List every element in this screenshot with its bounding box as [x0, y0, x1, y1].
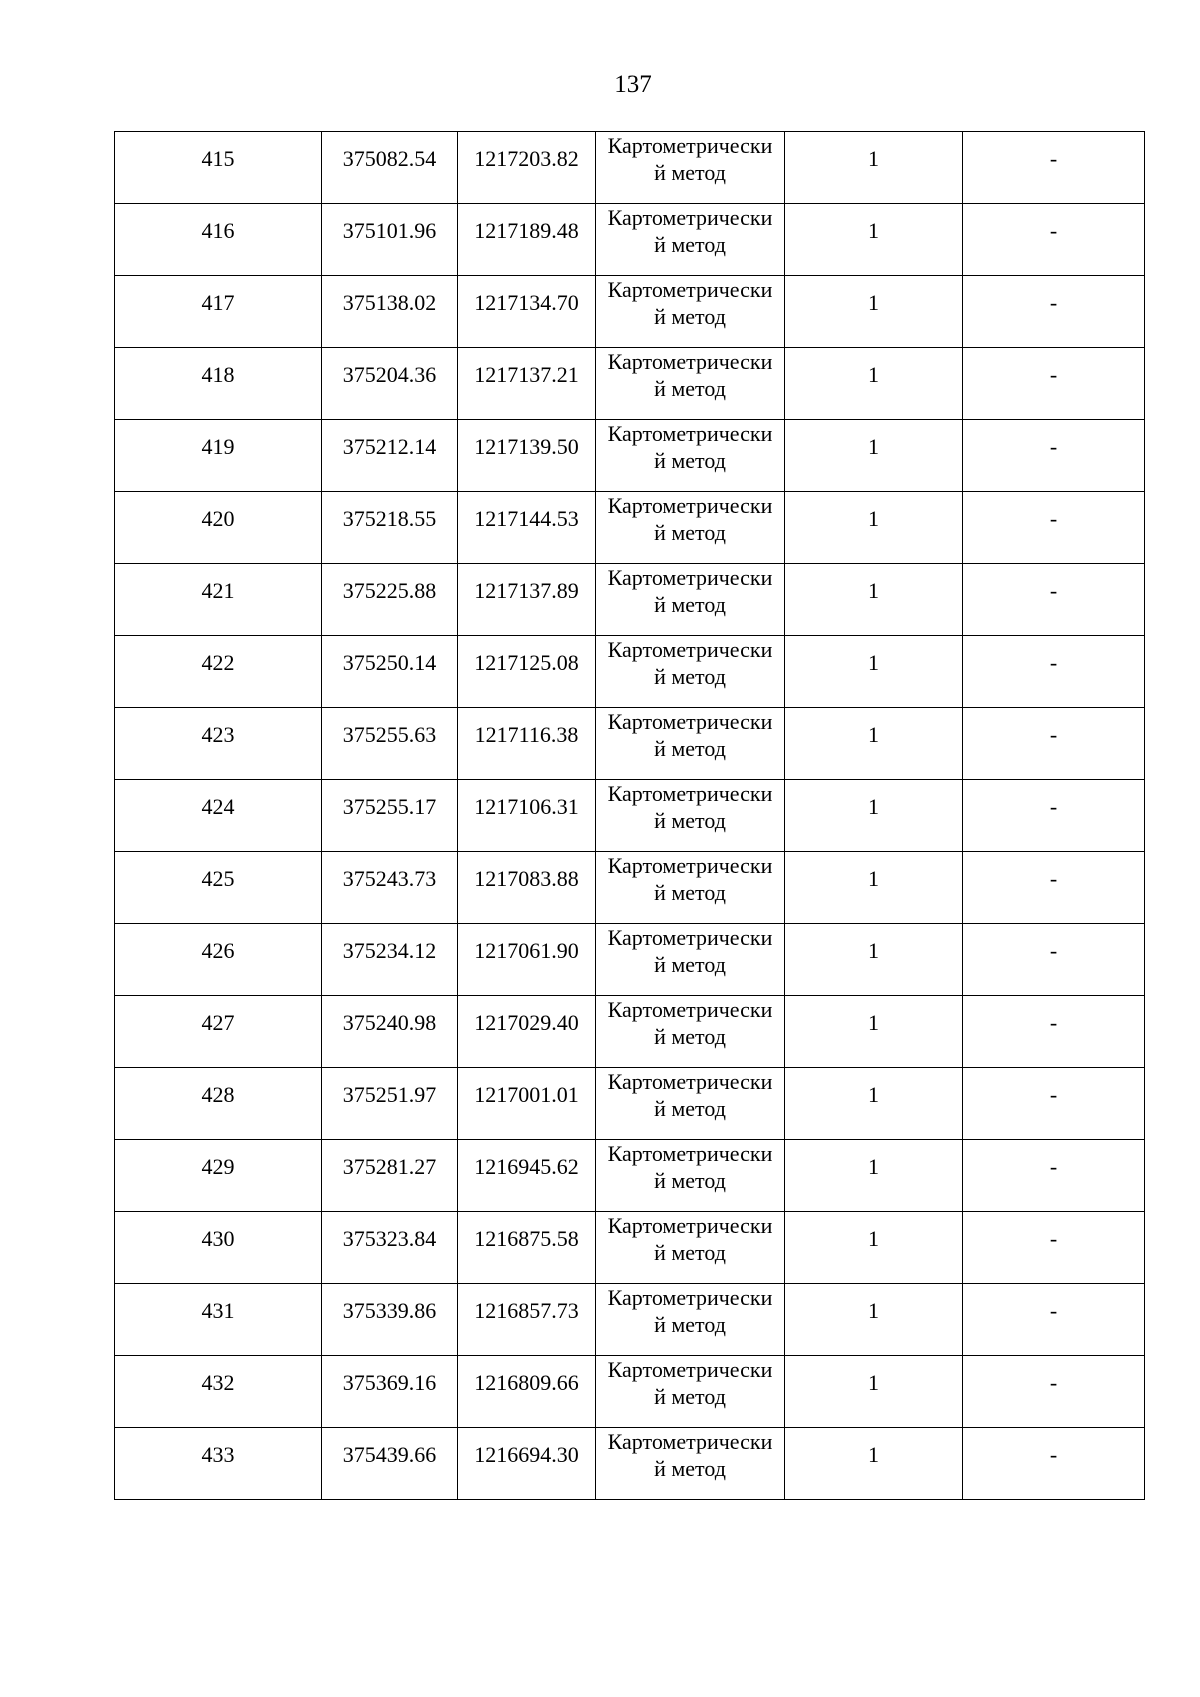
- point-number-cell: [115, 1284, 322, 1356]
- method-cell: [596, 1284, 785, 1356]
- x-coordinate-text: 375218.55: [342, 506, 437, 531]
- y-coordinate-text: 1217029.40: [474, 1010, 579, 1035]
- point-number-cell: [115, 564, 322, 636]
- table-row: [115, 492, 1145, 564]
- x-coordinate-text: 375204.36: [342, 362, 437, 387]
- x-coordinate-text: 375339.86: [342, 1298, 437, 1323]
- table-row: [115, 780, 1145, 852]
- point-number-text: 427: [201, 1010, 235, 1035]
- note-cell: [963, 1212, 1145, 1284]
- note-cell: [963, 132, 1145, 204]
- y-coordinate-cell: [458, 924, 596, 996]
- point-number-cell: [115, 420, 322, 492]
- point-number-text: 429: [201, 1154, 235, 1179]
- method-cell: [596, 996, 785, 1068]
- accuracy-text: 1: [868, 1154, 879, 1179]
- accuracy-cell: [785, 276, 963, 348]
- method-text: Картометрически й метод: [607, 133, 773, 185]
- accuracy-text: 1: [868, 722, 879, 747]
- y-coordinate-cell: [458, 348, 596, 420]
- table-row: [115, 204, 1145, 276]
- y-coordinate-cell: [458, 564, 596, 636]
- note-text: -: [1049, 1298, 1058, 1323]
- method-text: Картометрически й метод: [607, 1213, 773, 1265]
- note-text: -: [1049, 506, 1058, 531]
- accuracy-cell: [785, 708, 963, 780]
- y-coordinate-cell: [458, 276, 596, 348]
- y-coordinate-text: 1217144.53: [474, 506, 579, 531]
- note-text: -: [1049, 578, 1058, 603]
- accuracy-text: 1: [868, 1226, 879, 1251]
- accuracy-cell: [785, 132, 963, 204]
- note-text: -: [1049, 1226, 1058, 1251]
- accuracy-cell: [785, 852, 963, 924]
- y-coordinate-cell: [458, 1212, 596, 1284]
- table-row: [115, 276, 1145, 348]
- point-number-cell: [115, 1428, 322, 1500]
- note-text: -: [1049, 866, 1058, 891]
- accuracy-text: 1: [868, 1298, 879, 1323]
- x-coordinate-cell: [322, 276, 458, 348]
- method-cell: [596, 132, 785, 204]
- accuracy-text: 1: [868, 506, 879, 531]
- method-cell: [596, 1068, 785, 1140]
- y-coordinate-text: 1216694.30: [474, 1442, 579, 1467]
- note-text: -: [1049, 938, 1058, 963]
- accuracy-text: 1: [868, 434, 879, 459]
- point-number-cell: [115, 348, 322, 420]
- accuracy-text: 1: [868, 1082, 879, 1107]
- accuracy-text: 1: [868, 578, 879, 603]
- accuracy-cell: [785, 204, 963, 276]
- x-coordinate-cell: [322, 132, 458, 204]
- x-coordinate-cell: [322, 420, 458, 492]
- point-number-cell: [115, 708, 322, 780]
- accuracy-text: 1: [868, 1442, 879, 1467]
- method-cell: [596, 276, 785, 348]
- accuracy-text: 1: [868, 1370, 879, 1395]
- accuracy-cell: [785, 1356, 963, 1428]
- point-number-cell: [115, 852, 322, 924]
- point-number-text: 425: [201, 866, 235, 891]
- coordinates-table-body: [115, 132, 1145, 1500]
- accuracy-cell: [785, 564, 963, 636]
- table-row: [115, 996, 1145, 1068]
- x-coordinate-text: 375369.16: [342, 1370, 437, 1395]
- method-cell: [596, 924, 785, 996]
- accuracy-cell: [785, 1212, 963, 1284]
- table-row: [115, 1068, 1145, 1140]
- method-text: Картометрически й метод: [607, 925, 773, 977]
- x-coordinate-cell: [322, 780, 458, 852]
- method-text: Картометрически й метод: [607, 205, 773, 257]
- point-number-text: 418: [201, 362, 235, 387]
- x-coordinate-text: 375439.66: [342, 1442, 437, 1467]
- note-text: -: [1049, 1010, 1058, 1035]
- method-text: Картометрически й метод: [607, 1069, 773, 1121]
- point-number-text: 419: [201, 434, 235, 459]
- x-coordinate-cell: [322, 1356, 458, 1428]
- accuracy-cell: [785, 492, 963, 564]
- y-coordinate-text: 1217139.50: [474, 434, 579, 459]
- method-cell: [596, 204, 785, 276]
- method-cell: [596, 780, 785, 852]
- method-cell: [596, 564, 785, 636]
- table-row: [115, 924, 1145, 996]
- x-coordinate-cell: [322, 1212, 458, 1284]
- note-cell: [963, 708, 1145, 780]
- y-coordinate-text: 1217116.38: [474, 722, 579, 747]
- x-coordinate-text: 375323.84: [342, 1226, 437, 1251]
- note-cell: [963, 852, 1145, 924]
- x-coordinate-text: 375255.63: [342, 722, 437, 747]
- x-coordinate-cell: [322, 852, 458, 924]
- method-text: Картометрически й метод: [607, 709, 773, 761]
- note-cell: [963, 1140, 1145, 1212]
- note-cell: [963, 924, 1145, 996]
- table-row: [115, 1356, 1145, 1428]
- method-text: Картометрически й метод: [607, 1429, 773, 1481]
- y-coordinate-text: 1217189.48: [474, 218, 579, 243]
- y-coordinate-text: 1217083.88: [474, 866, 579, 891]
- y-coordinate-cell: [458, 132, 596, 204]
- table-row: [115, 708, 1145, 780]
- accuracy-text: 1: [868, 290, 879, 315]
- point-number-cell: [115, 492, 322, 564]
- method-cell: [596, 636, 785, 708]
- point-number-cell: [115, 1212, 322, 1284]
- x-coordinate-text: 375101.96: [342, 218, 437, 243]
- x-coordinate-cell: [322, 636, 458, 708]
- y-coordinate-text: 1217137.89: [474, 578, 579, 603]
- y-coordinate-cell: [458, 636, 596, 708]
- accuracy-cell: [785, 924, 963, 996]
- accuracy-cell: [785, 1284, 963, 1356]
- y-coordinate-cell: [458, 708, 596, 780]
- note-cell: [963, 1356, 1145, 1428]
- x-coordinate-text: 375082.54: [342, 146, 437, 171]
- note-text: -: [1049, 290, 1058, 315]
- note-text: -: [1049, 434, 1058, 459]
- note-text: -: [1049, 1154, 1058, 1179]
- y-coordinate-text: 1216809.66: [474, 1370, 579, 1395]
- table-row: [115, 1140, 1145, 1212]
- y-coordinate-text: 1217134.70: [474, 290, 579, 315]
- accuracy-text: 1: [868, 146, 879, 171]
- x-coordinate-text: 375225.88: [342, 578, 437, 603]
- accuracy-cell: [785, 420, 963, 492]
- method-text: Картометрически й метод: [607, 277, 773, 329]
- point-number-text: 431: [201, 1298, 235, 1323]
- x-coordinate-text: 375255.17: [342, 794, 437, 819]
- point-number-text: 426: [201, 938, 235, 963]
- note-cell: [963, 1284, 1145, 1356]
- x-coordinate-cell: [322, 1284, 458, 1356]
- point-number-text: 423: [201, 722, 235, 747]
- y-coordinate-cell: [458, 1428, 596, 1500]
- point-number-cell: [115, 204, 322, 276]
- accuracy-text: 1: [868, 866, 879, 891]
- y-coordinate-cell: [458, 852, 596, 924]
- point-number-cell: [115, 1140, 322, 1212]
- x-coordinate-text: 375281.27: [342, 1154, 437, 1179]
- point-number-text: 430: [201, 1226, 235, 1251]
- note-text: -: [1049, 1442, 1058, 1467]
- y-coordinate-cell: [458, 1284, 596, 1356]
- method-cell: [596, 348, 785, 420]
- accuracy-text: 1: [868, 218, 879, 243]
- x-coordinate-text: 375251.97: [342, 1082, 437, 1107]
- note-text: -: [1049, 218, 1058, 243]
- note-cell: [963, 276, 1145, 348]
- y-coordinate-cell: [458, 1356, 596, 1428]
- note-cell: [963, 636, 1145, 708]
- accuracy-cell: [785, 780, 963, 852]
- y-coordinate-cell: [458, 420, 596, 492]
- x-coordinate-cell: [322, 708, 458, 780]
- note-text: -: [1049, 1370, 1058, 1395]
- point-number-cell: [115, 996, 322, 1068]
- point-number-cell: [115, 1356, 322, 1428]
- x-coordinate-text: 375243.73: [342, 866, 437, 891]
- point-number-text: 417: [201, 290, 235, 315]
- note-text: -: [1049, 650, 1058, 675]
- point-number-cell: [115, 636, 322, 708]
- point-number-cell: [115, 780, 322, 852]
- accuracy-cell: [785, 1140, 963, 1212]
- x-coordinate-cell: [322, 564, 458, 636]
- x-coordinate-text: 375240.98: [342, 1010, 437, 1035]
- x-coordinate-cell: [322, 996, 458, 1068]
- accuracy-cell: [785, 636, 963, 708]
- accuracy-cell: [785, 1428, 963, 1500]
- table-row: [115, 852, 1145, 924]
- y-coordinate-text: 1216857.73: [474, 1298, 579, 1323]
- method-text: Картометрически й метод: [607, 637, 773, 689]
- point-number-text: 422: [201, 650, 235, 675]
- method-cell: [596, 492, 785, 564]
- table-row: [115, 1428, 1145, 1500]
- note-text: -: [1049, 1082, 1058, 1107]
- x-coordinate-cell: [322, 348, 458, 420]
- y-coordinate-text: 1216945.62: [474, 1154, 579, 1179]
- accuracy-cell: [785, 348, 963, 420]
- y-coordinate-cell: [458, 996, 596, 1068]
- method-text: Картометрически й метод: [607, 421, 773, 473]
- accuracy-text: 1: [868, 362, 879, 387]
- y-coordinate-text: 1217125.08: [474, 650, 579, 675]
- method-cell: [596, 1212, 785, 1284]
- method-cell: [596, 1356, 785, 1428]
- method-text: Картометрически й метод: [607, 349, 773, 401]
- table-row: [115, 1212, 1145, 1284]
- method-cell: [596, 1428, 785, 1500]
- table-row: [115, 348, 1145, 420]
- point-number-text: 421: [201, 578, 235, 603]
- x-coordinate-cell: [322, 204, 458, 276]
- y-coordinate-text: 1217001.01: [474, 1082, 579, 1107]
- note-cell: [963, 348, 1145, 420]
- point-number-cell: [115, 1068, 322, 1140]
- accuracy-text: 1: [868, 938, 879, 963]
- point-number-text: 432: [201, 1370, 235, 1395]
- method-cell: [596, 708, 785, 780]
- method-text: Картометрически й метод: [607, 781, 773, 833]
- note-text: -: [1049, 722, 1058, 747]
- coordinates-table: [114, 131, 1145, 1500]
- note-cell: [963, 204, 1145, 276]
- note-cell: [963, 564, 1145, 636]
- note-cell: [963, 420, 1145, 492]
- y-coordinate-text: 1217061.90: [474, 938, 579, 963]
- table-row: [115, 564, 1145, 636]
- y-coordinate-cell: [458, 1140, 596, 1212]
- table-row: [115, 132, 1145, 204]
- note-cell: [963, 1068, 1145, 1140]
- x-coordinate-text: 375212.14: [342, 434, 437, 459]
- method-cell: [596, 852, 785, 924]
- x-coordinate-cell: [322, 1428, 458, 1500]
- x-coordinate-cell: [322, 492, 458, 564]
- x-coordinate-cell: [322, 924, 458, 996]
- point-number-text: 428: [201, 1082, 235, 1107]
- y-coordinate-text: 1217203.82: [474, 146, 579, 171]
- method-cell: [596, 420, 785, 492]
- table-row: [115, 420, 1145, 492]
- table-row: [115, 1284, 1145, 1356]
- accuracy-text: 1: [868, 650, 879, 675]
- note-cell: [963, 780, 1145, 852]
- point-number-text: 433: [201, 1442, 235, 1467]
- x-coordinate-text: 375250.14: [342, 650, 437, 675]
- x-coordinate-cell: [322, 1068, 458, 1140]
- accuracy-text: 1: [868, 794, 879, 819]
- note-text: -: [1049, 146, 1058, 171]
- y-coordinate-cell: [458, 204, 596, 276]
- point-number-cell: [115, 276, 322, 348]
- method-text: Картометрически й метод: [607, 853, 773, 905]
- y-coordinate-text: 1217106.31: [474, 794, 579, 819]
- x-coordinate-text: 375234.12: [342, 938, 437, 963]
- point-number-text: 416: [201, 218, 235, 243]
- y-coordinate-text: 1216875.58: [474, 1226, 579, 1251]
- method-text: Картометрически й метод: [607, 1285, 773, 1337]
- y-coordinate-cell: [458, 492, 596, 564]
- point-number-text: 420: [201, 506, 235, 531]
- accuracy-cell: [785, 1068, 963, 1140]
- y-coordinate-cell: [458, 780, 596, 852]
- method-cell: [596, 1140, 785, 1212]
- accuracy-cell: [785, 996, 963, 1068]
- point-number-cell: [115, 132, 322, 204]
- y-coordinate-text: 1217137.21: [474, 362, 579, 387]
- note-cell: [963, 996, 1145, 1068]
- y-coordinate-cell: [458, 1068, 596, 1140]
- x-coordinate-cell: [322, 1140, 458, 1212]
- point-number-cell: [115, 924, 322, 996]
- point-number-text: 415: [201, 146, 235, 171]
- note-cell: [963, 492, 1145, 564]
- note-cell: [963, 1428, 1145, 1500]
- method-text: Картометрически й метод: [607, 565, 773, 617]
- x-coordinate-text: 375138.02: [342, 290, 437, 315]
- method-text: Картометрически й метод: [607, 1141, 773, 1193]
- point-number-text: 424: [201, 794, 235, 819]
- method-text: Картометрически й метод: [607, 997, 773, 1049]
- method-text: Картометрически й метод: [607, 493, 773, 545]
- accuracy-text: 1: [868, 1010, 879, 1035]
- page-number: 137: [614, 71, 652, 98]
- note-text: -: [1049, 362, 1058, 387]
- note-text: -: [1049, 794, 1058, 819]
- table-row: [115, 636, 1145, 708]
- method-text: Картометрически й метод: [607, 1357, 773, 1409]
